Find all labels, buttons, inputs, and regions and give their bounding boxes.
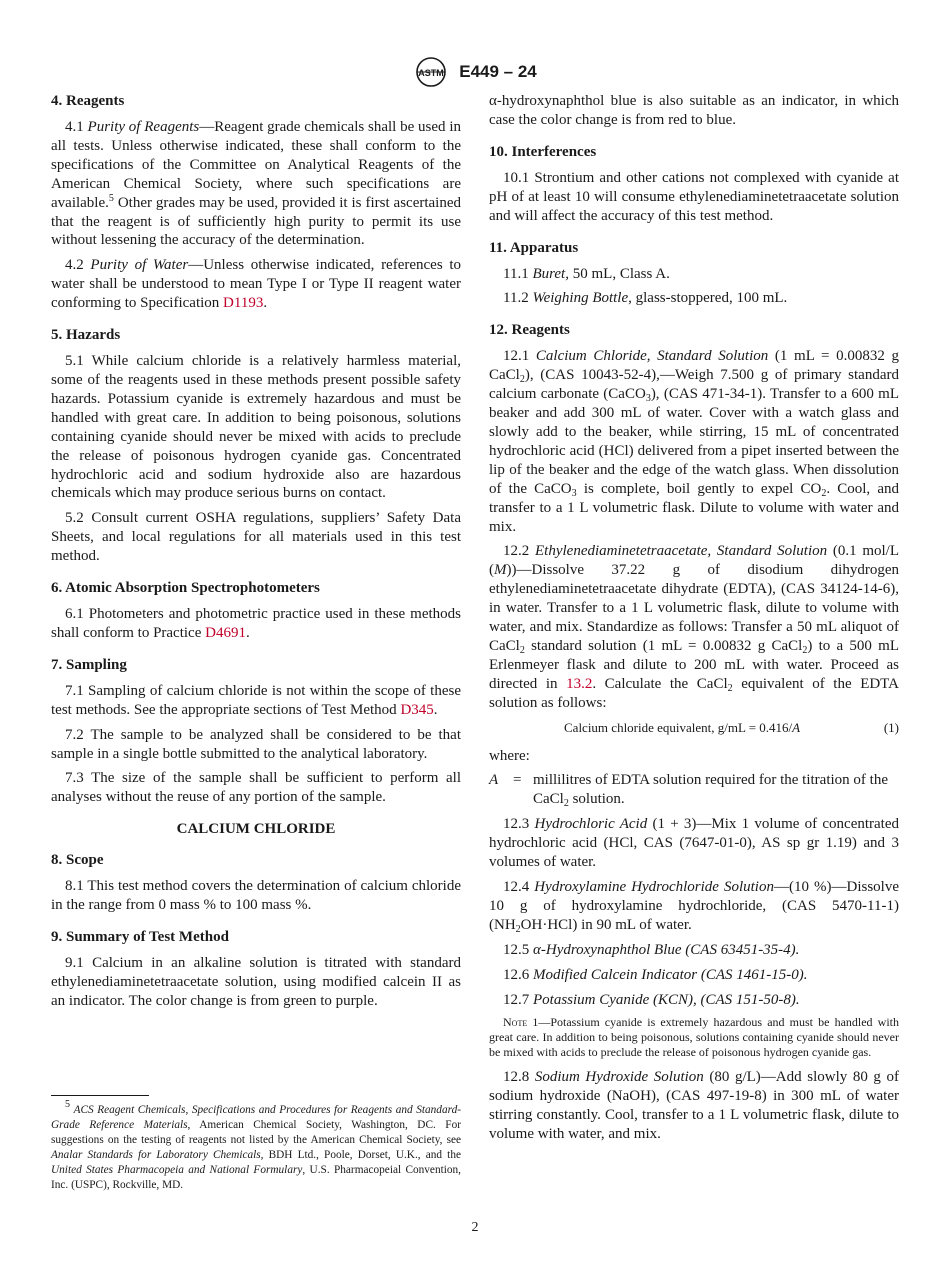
where-label: where: bbox=[489, 747, 530, 764]
section-heading: 7. Sampling bbox=[51, 656, 127, 673]
section-heading: 12. Reagents bbox=[489, 322, 570, 339]
section-8 bbox=[51, 851, 461, 915]
section-7 bbox=[51, 656, 461, 807]
section-9 bbox=[51, 928, 461, 1011]
left-column bbox=[51, 92, 461, 1024]
equation-text: Calcium chloride equivalent, g/mL = 0.416/A bbox=[564, 719, 801, 735]
section-heading: 10. Interferences bbox=[489, 143, 597, 160]
variable-definition bbox=[489, 771, 899, 809]
page-header bbox=[0, 56, 950, 88]
equation-1 bbox=[489, 719, 899, 737]
paragraph-12-3: 12.3 Hydrochloric Acid (1 + 3)—Mix 1 volume of concentrated hydrochloric acid (HCl, CAS (7647-01-0), AS sp gr 1.19) and 3 volumes of water. bbox=[489, 816, 900, 871]
paragraph-12-6: 12.6 Modified Calcein Indicator (CAS 1461-15-0). bbox=[503, 966, 808, 983]
section-10 bbox=[489, 143, 899, 226]
section-6 bbox=[51, 579, 461, 643]
paragraph-9-1: 9.1 Calcium in an alkaline solution is titrated with standard ethylenediaminetetraacetate solution, using modified calcein II as an indicator. The color change is from green to purple. bbox=[51, 955, 461, 1009]
part-heading: CALCIUM CHLORIDE bbox=[176, 821, 336, 838]
paragraph-12-5: 12.5 α-Hydroxynaphthol Blue (CAS 63451-35-4). bbox=[503, 941, 800, 958]
section-4 bbox=[51, 92, 461, 313]
paragraph-4-2: 4.2 Purity of Water—Unless otherwise indicated, references to water shall be understood to mean Type I or Type II reagent water conforming to Specification D1193. bbox=[51, 257, 462, 312]
paragraph-11-1: 11.1 Buret, 50 mL, Class A. bbox=[503, 265, 670, 282]
equation-number: (1) bbox=[883, 719, 899, 735]
astm-logo-icon bbox=[413, 56, 449, 88]
paragraph-6-1: 6.1 Photometers and photometric practice used in these methods shall conform to Practice D4691. bbox=[51, 606, 461, 641]
paragraph-9-1-cont: α-hydroxynaphthol blue is also suitable as an indicator, in which case the color change is from red to blue. bbox=[489, 93, 899, 128]
section-heading: 5. Hazards bbox=[51, 327, 121, 344]
paragraph-8-1: 8.1 This test method covers the determination of calcium chloride in the range from 0 mass % to 100 mass %. bbox=[51, 878, 461, 914]
link-d1193[interactable]: D1193 bbox=[223, 295, 264, 312]
logo-text: ASTM bbox=[418, 68, 444, 78]
link-d345[interactable]: D345 bbox=[400, 701, 434, 718]
paragraph-10-1: 10.1 Strontium and other cations not complexed with cyanide at pH of at least 10 will consume ethylenediaminetetraacetate solution and will affect the accuracy of this test method. bbox=[489, 169, 899, 224]
link-13-2[interactable]: 13.2 bbox=[566, 675, 593, 692]
section-heading: 6. Atomic Absorption Spectrophotometers bbox=[51, 580, 320, 597]
paragraph-12-4: 12.4 Hydroxylamine Hydrochloride Solution—(10 %)—Dissolve 10 g of hydroxylamine hydrochloride, (CAS 5470-11-1) $(NH_2OH\cdot HCl)$ in 90 mL of water. bbox=[489, 879, 899, 935]
section-heading: 4. Reagents bbox=[51, 93, 125, 109]
page-number: 2 bbox=[471, 1220, 479, 1235]
footnote: $^5$ ACS Reagent Chemicals, Specifications and Procedures for Reagents and Standard-Grade Reference Materials, American Chemical Society, Washington, DC. For suggestions on the testing of reagents not listed by the American Chemical Society, see Analar Standards for Laboratory Chemicals, BDH Ltd., Poole, Dorset, U.K., and the United States Pharmacopeia and National Formulary, U.S. Pharmacopeial Convention, Inc. (USPC), Rockville, MD. bbox=[51, 1099, 461, 1191]
section-12 bbox=[489, 321, 899, 1144]
paragraph-5-2: 5.2 Consult current OSHA regulations, suppliers’ Safety Data Sheets, and local regulations for all materials used in this test method. bbox=[51, 510, 461, 565]
section-9-continued bbox=[489, 92, 899, 130]
paragraph-12-1: 12.1 Calcium Chloride, Standard Solution (1 mL = 0.00832 g CaCl$_2$), (CAS 10043-52-4),—Weigh 7.500 g of primary standard calcium carbonate (CaCO$_3$), (CAS 471-34-1). Transfer to a 600 mL beaker and add 300 mL of water. Cover with a watch glass and slowly add to the beaker, while stirring, 15 mL of concentrated hydrochloric acid (HCl) delivered from a pipet inserted between the lip of the beaker and the edge of the watch glass. When dissolution of the CaCO$_3$ is complete, boil gently to expel $CO_2$. Cool, and transfer to a 1 L volumetric flask. Dilute to volume with water and mix. bbox=[489, 348, 900, 535]
note-1: Note 1—Potassium cyanide is extremely hazardous and must be handled with great care. In addition to being poisonous, solutions containing cyanide should never be mixed with acids to preclude the release of poisonous hydrogen cyanide gas. bbox=[489, 1015, 900, 1060]
footnote-rule bbox=[51, 1095, 149, 1096]
paragraph-12-8: 12.8 Sodium Hydroxide Solution (80 g/L)—Add slowly 80 g of sodium hydroxide (NaOH), (CAS 497-19-8) in 300 mL of water stirring constantly. Cool, transfer to a 1 L volumetric flask, dilute to volume with water, and mix. bbox=[489, 1069, 900, 1143]
section-heading: 9. Summary of Test Method bbox=[51, 929, 229, 945]
paragraph-12-7: 12.7 Potassium Cyanide (KCN), (CAS 151-50-8). bbox=[503, 991, 800, 1008]
paragraph-12-2: 12.2 Ethylenediaminetetraacetate, Standard Solution (0.1 mol/L (M))—Dissolve 37.22 g of disodium dihydrogen ethylenediaminetetraacetate dihydrate (EDTA), (CAS 34124-14-6), in water. Transfer to a 1 L volumetric flask, dilute to volume with water, and mix. Standardize as follows: Transfer a 50 mL aliquot of CaCl$_2$ standard solution (1 mL = 0.00832 g CaCl$_2$) to a 500 mL Erlenmeyer flask and dilute to 200 mL with water. Proceed as directed in 13.2. Calculate the CaCl$_2$ equivalent of the EDTA solution as follows: bbox=[489, 543, 900, 711]
paragraph-4-1: 4.1 Purity of Reagents—Reagent grade chemicals shall be used in all tests. Unless otherwise indicated, these shall conform to the specifications of the Committee on Analytical Reagents of the American Chemical Society, where such specifications are available.$^5$ Other grades may be used, provided it is first ascertained that the reagent is of sufficiently high purity to permit its use without lessening the accuracy of the determination. bbox=[51, 119, 461, 249]
paragraph-7-3: 7.3 The size of the sample shall be sufficient to perform all analyses without the reuse of any portion of the sample. bbox=[51, 770, 461, 806]
designation: E449 – 24 bbox=[459, 62, 537, 81]
section-5 bbox=[51, 326, 461, 566]
variable-meaning: millilitres of EDTA solution required for the titration of the CaCl$_2$ solution. bbox=[533, 772, 888, 810]
link-d4691[interactable]: D4691 bbox=[205, 624, 246, 641]
paragraph-7-2: 7.2 The sample to be analyzed shall be considered to be that sample in a single bottle submitted to the analytical laboratory. bbox=[51, 726, 461, 762]
section-11 bbox=[489, 239, 899, 309]
equals-sign: = bbox=[513, 772, 522, 789]
right-column bbox=[489, 92, 899, 1157]
variable-symbol: A bbox=[489, 772, 499, 789]
paragraph-11-2: 11.2 Weighing Bottle, glass-stoppered, 100 mL. bbox=[503, 290, 788, 307]
paragraph-7-1: 7.1 Sampling of calcium chloride is not within the scope of these test methods. See the appropriate sections of Test Method D345. bbox=[51, 682, 461, 718]
footnote-ref: 5 bbox=[108, 192, 114, 204]
section-heading: 11. Apparatus bbox=[489, 239, 579, 256]
paragraph-5-1: 5.1 While calcium chloride is a relatively harmless material, some of the reagents used in these methods present possible safety hazards. Potassium cyanide is extremely hazardous and must be handled with great care. In addition to being poisonous, solutions containing cyanide should never be mixed with acids to preclude the release of poisonous hydrogen cyanide gas. Concentrated hydrochloric acid and sodium hydroxide also are hazardous chemicals which may produce serious burns on contact. bbox=[51, 353, 461, 502]
section-heading: 8. Scope bbox=[51, 852, 104, 869]
